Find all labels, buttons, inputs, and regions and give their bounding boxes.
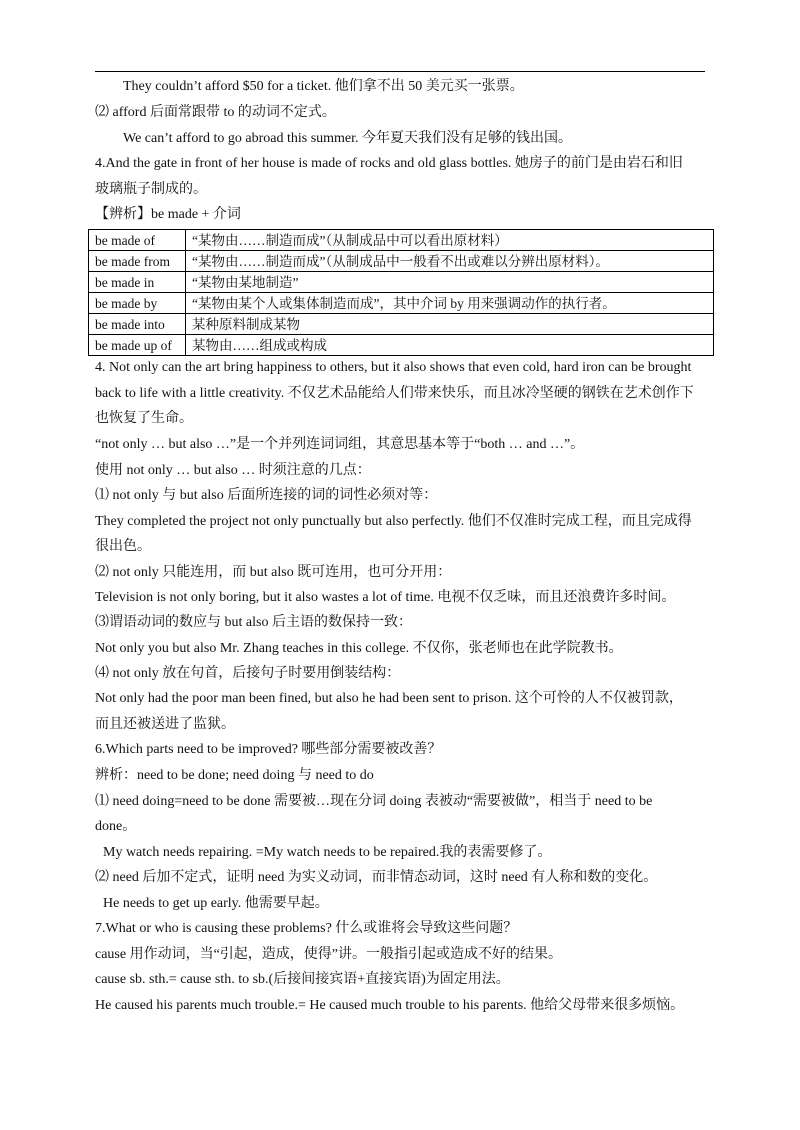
table-term: be made in xyxy=(89,272,186,293)
explanation: 使用 not only … but also … 时须注意的几点： xyxy=(95,463,371,478)
table-row xyxy=(89,230,714,251)
example-sentence: He caused his parents much trouble.= He caused much trouble to his parents. 他给父母带来很多烦恼。 xyxy=(95,998,685,1013)
explanation: “not only … but also …”是一个并列连词词组，其意思基本等于“both … and …”。 xyxy=(95,437,585,452)
note-item: ⑴ not only 与 but also 后面所连接的词的词性必须对等： xyxy=(95,488,438,503)
note-item: ⑴ need doing=need to be done 需要被…现在分词 doing 表被动“需要被做”，相当于 need to be xyxy=(95,794,653,809)
example-sentence: Not only you but also Mr. Zhang teaches in this college. 不仅你，张老师也在此学院教书。 xyxy=(95,641,623,656)
table-row xyxy=(89,335,714,356)
analysis-label: 辨析：need to be done; need doing 与 need to do xyxy=(95,768,374,783)
note-item: ⑵ need 后加不定式，证明 need 为实义动词，而非情态动词，这时 need 有人称和数的变化。 xyxy=(95,870,658,885)
be-made-table xyxy=(88,229,714,356)
sentence-heading: 6.Which parts need to be improved? 哪些部分需要被改善？ xyxy=(95,742,442,757)
note-item: ⑶谓语动词的数应与 but also 后主语的数保持一致： xyxy=(95,615,412,630)
table-meaning: “某物由某个人或集体制造而成”，其中介词 by 用来强调动作的执行者。 xyxy=(186,293,714,314)
table-row xyxy=(89,314,714,335)
example-sentence-cont: 很出色。 xyxy=(95,539,151,554)
analysis-label: 【辨析】be made + 介词 xyxy=(95,207,241,222)
table-term: be made of xyxy=(89,230,186,251)
sentence-heading: 4.And the gate in front of her house is made of rocks and old glass bottles. 她房子的前门是由岩石和旧 xyxy=(95,156,683,171)
note-item: ⑵ not only 只能连用，而 but also 既可连用，也可分开用： xyxy=(95,565,452,580)
example-sentence: Television is not only boring, but it also wastes a lot of time. 电视不仅乏味，而且还浪费许多时间。 xyxy=(95,590,676,605)
example-sentence: My watch needs repairing. =My watch needs to be repaired.我的表需要修了。 xyxy=(103,845,552,860)
table-meaning: 某种原料制成某物 xyxy=(186,314,714,335)
example-sentence: They completed the project not only punctually but also perfectly. 他们不仅准时完成工程，而且完成得 xyxy=(95,514,692,529)
sentence-heading-cont: 也恢复了生命。 xyxy=(95,411,193,426)
note-item: ⑷ not only 放在句首，后接句子时要用倒装结构： xyxy=(95,666,401,681)
table-meaning: “某物由……制造而成”（从制成品中一般看不出或难以分辨出原材料）。 xyxy=(186,251,714,272)
sentence-heading: 4. Not only can the art bring happiness to others, but it also shows that even cold, hard iron can be brought xyxy=(95,360,692,375)
table-meaning: “某物由某地制造” xyxy=(186,272,714,293)
header-rule xyxy=(95,71,705,72)
table-term: be made by xyxy=(89,293,186,314)
table-meaning: 某物由……组成或构成 xyxy=(186,335,714,356)
note-item-cont: done。 xyxy=(95,819,137,834)
example-sentence-cont: 而且还被送进了监狱。 xyxy=(95,717,235,732)
table-term: be made into xyxy=(89,314,186,335)
sentence-heading-cont: 玻璃瓶子制成的。 xyxy=(95,182,207,197)
sentence-heading: 7.What or who is causing these problems? 什么或谁将会导致这些问题？ xyxy=(95,921,518,936)
note-item: ⑵ afford 后面常跟带 to 的动词不定式。 xyxy=(95,105,336,120)
table-row xyxy=(89,293,714,314)
example-sentence: He needs to get up early. 他需要早起。 xyxy=(103,896,329,911)
explanation: cause sb. sth.= cause sth. to sb.(后接间接宾语+直接宾语)为固定用法。 xyxy=(95,972,510,987)
example-sentence: They couldn’t afford $50 for a ticket. 他们拿不出 50 美元买一张票。 xyxy=(123,79,524,94)
explanation: cause 用作动词，当“引起，造成，使得”讲。一般指引起或造成不好的结果。 xyxy=(95,947,563,962)
table-row xyxy=(89,251,714,272)
table-term: be made from xyxy=(89,251,186,272)
table-row xyxy=(89,272,714,293)
example-sentence: We can’t afford to go abroad this summer. 今年夏天我们没有足够的钱出国。 xyxy=(123,131,573,146)
example-sentence: Not only had the poor man been fined, but also he had been sent to prison. 这个可怜的人不仅被罚款， xyxy=(95,691,683,706)
table-term: be made up of xyxy=(89,335,186,356)
sentence-heading-cont: back to life with a little creativity. 不仅艺术品能给人们带来快乐，而且冰冷坚硬的钢铁在艺术创作下 xyxy=(95,386,694,401)
table-meaning: “某物由……制造而成”（从制成品中可以看出原材料） xyxy=(186,230,714,251)
